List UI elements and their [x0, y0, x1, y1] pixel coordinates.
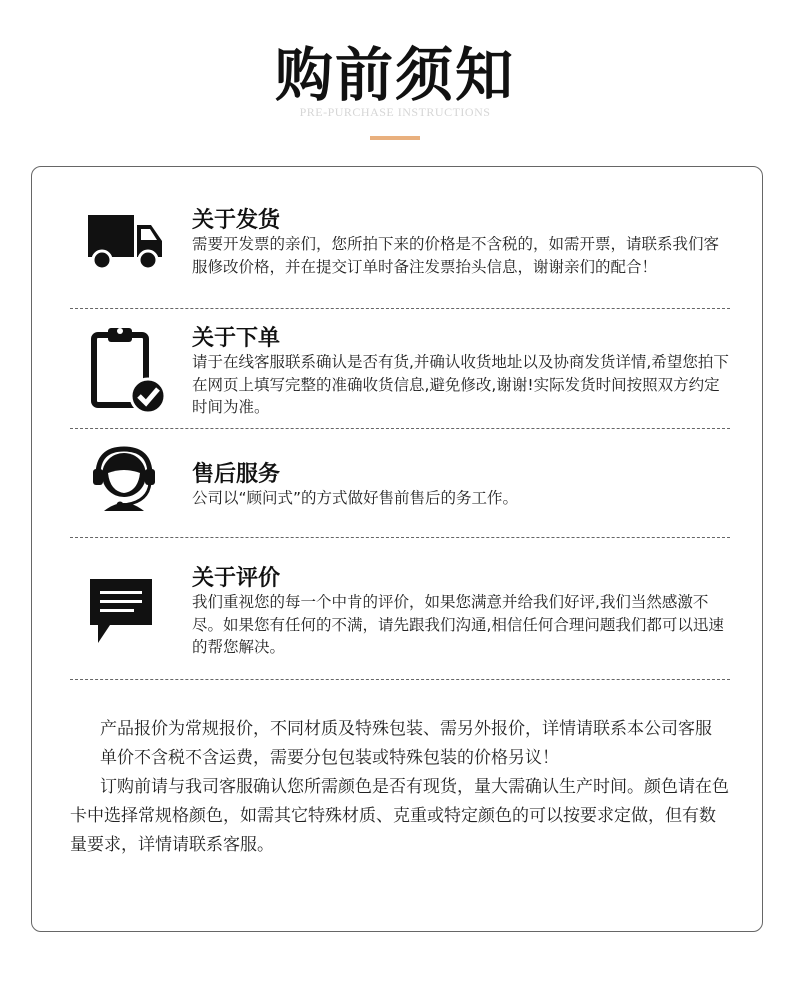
section-title: 关于评价 — [192, 566, 281, 591]
note-paragraph: 订购前请与我司客服确认您所需颜色是否有现货，量大需确认生产时间。颜色请在色卡中选择常规格颜色，如需其它特殊材质、克重或特定颜色的可以按要求定做，但有数量要求，详情请联系客服。 — [70, 777, 729, 855]
accent-bar — [370, 136, 420, 140]
section-body: 请于在线客服联系确认是否有货,并确认收货地址以及协商发货详情,希望您拍下在网页上填写完整的准确收货信息,避免修改,谢谢!实际发货时间按照双方约定时间为准。 — [192, 353, 729, 416]
note-paragraph: 单价不含税不含运费，需要分包包装或特殊包装的价格另议！ — [100, 748, 559, 768]
section-title: 关于发货 — [192, 208, 281, 233]
page-title: 购前须知 — [274, 41, 515, 109]
page-subtitle: PRE-PURCHASE INSTRUCTIONS — [299, 105, 491, 119]
headset-agent-icon — [90, 445, 158, 513]
section-body: 我们重视您的每一个中肯的评价，如果您满意并给我们好评,我们当然感激不尽。如果您有任何的不满，请先跟我们沟通,相信任何合理问题我们都可以迅速的帮您解决。 — [192, 593, 724, 656]
chat-bubble-icon — [88, 577, 154, 645]
section-body: 需要开发票的亲们，您所拍下来的价格是不含税的，如需开票，请联系我们客服修改价格，并在提交订单时备注发票抬头信息，谢谢亲们的配合！ — [192, 235, 720, 276]
instructions-card — [31, 166, 763, 932]
truck-icon — [88, 213, 164, 273]
notes — [70, 715, 730, 860]
section-title: 关于下单 — [192, 326, 281, 351]
divider — [70, 537, 730, 538]
note-paragraph: 产品报价为常规报价，不同材质及特殊包装、需另外报价，详情请联系本公司客服 — [100, 719, 712, 739]
divider — [70, 428, 730, 429]
clipboard-check-icon — [88, 325, 168, 415]
divider — [70, 308, 730, 309]
divider — [70, 679, 730, 680]
section-title: 售后服务 — [192, 462, 281, 487]
section-body: 公司以“顾问式”的方式做好售前售后的务工作。 — [192, 489, 519, 507]
